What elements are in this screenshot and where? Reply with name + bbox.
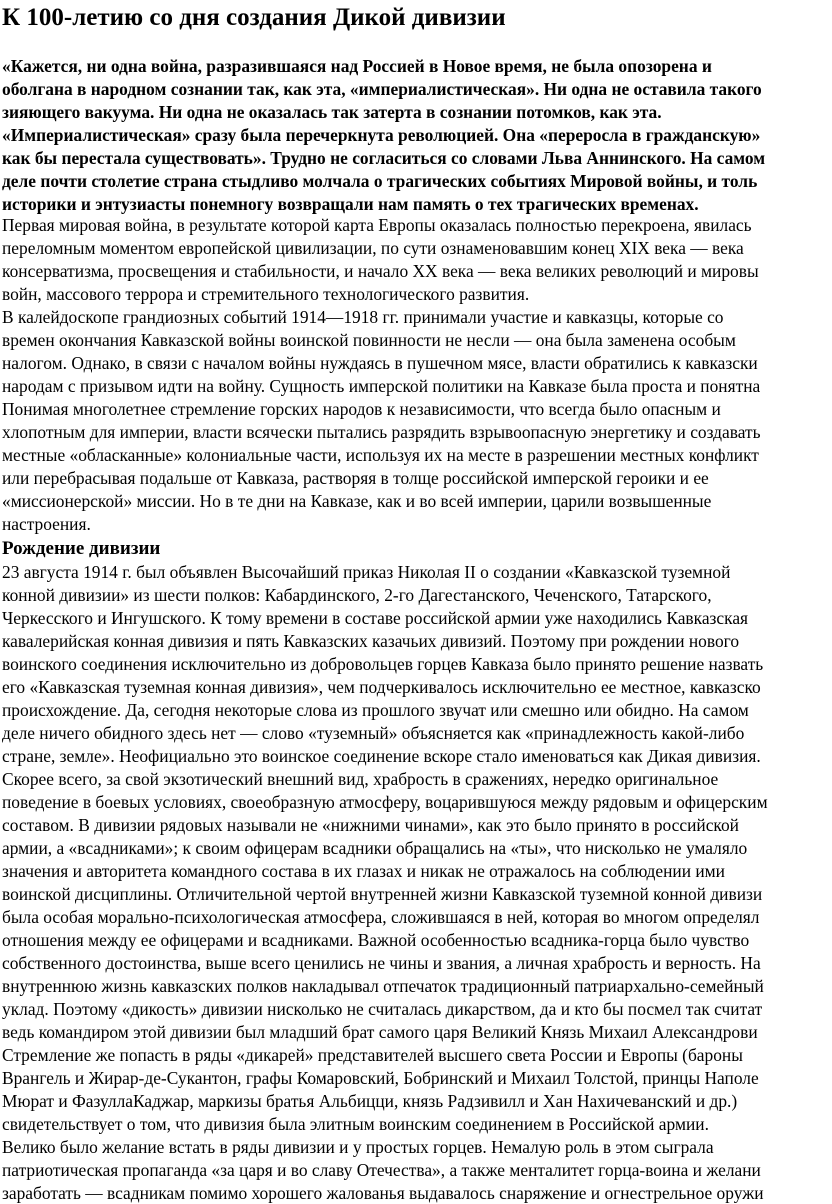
body-line: или перебрасывая подальше от Кавказа, растворяя в толще российской имперской героики и ее xyxy=(2,468,709,488)
body-line: Врангель и Жирар-де-Сукантон, графы Комаровский, Бобринский и Михаил Толстой, принцы Наполе xyxy=(2,1068,759,1088)
body-line: свидетельствует о том, что дивизия была элитным воинским соединением в Российской армии. xyxy=(2,1114,709,1134)
intro-line: историки и энтузиасты понемногу возвращали нам память о тех трагических временах. xyxy=(2,194,699,214)
body-line: переломным моментом европейской цивилизации, по сути ознаменовавшим конец XIX века — века xyxy=(2,238,744,258)
body-line: Мюрат и ФазуллаКаджар, маркизы братья Альбицци, князь Радзивилл и Хан Нахичеванский и др.) xyxy=(2,1091,738,1111)
body-line: местные «обласканные» колониальные части, используя их на месте в разрешении местных конфликт xyxy=(2,445,759,465)
intro-line: деле почти столетие страна стыдливо молчала о трагических событиях Мировой войны, и толь xyxy=(2,171,758,191)
body-line: отношения между ее офицерами и всадниками. Важной особенностью всадника-горца было чувство xyxy=(2,930,750,950)
section-heading: Рождение дивизии xyxy=(2,538,161,559)
body-line: Велико было желание встать в ряды дивизии и у простых горцев. Немалую роль в этом сыграла xyxy=(2,1137,714,1157)
body-line: деле ничего обидного здесь нет — слово «туземный» объясняется как «принадлежность какой-либо xyxy=(2,723,745,743)
body-line: значения и авторитета командного состава в их глазах и никак не отражалось на соблюдении ими xyxy=(2,861,725,881)
body-line: происхождение. Да, сегодня некоторые слова из прошлого звучат или смешно или обидно. На самом xyxy=(2,700,749,720)
body-line: Стремление же попасть в ряды «дикарей» представителей высшего света России и Европы (бароны xyxy=(2,1045,743,1065)
document-title: К 100-летию со дня создания Дикой дивизии xyxy=(2,4,506,31)
body-line: поведение в боевых условиях, своеобразную атмосферу, воцарившуюся между рядовым и офицерским xyxy=(2,792,768,812)
body-line: Скорее всего, за свой экзотический внешний вид, храбрость в сражениях, нередко оригинальное xyxy=(2,769,719,789)
body-line: воинского соединения исключительно из добровольцев горцев Кавказа было принято решение назвать xyxy=(2,654,764,674)
body-line: ведь командиром этой дивизии был младший брат самого царя Великий Князь Михаил Александрови xyxy=(2,1022,758,1042)
body-line: конной дивизии» из шести полков: Кабардинского, 2-го Дагестанского, Чеченского, Татарского, xyxy=(2,585,712,605)
body-line: была особая морально-психологическая атмосфера, сложившаяся в ней, которая во многом определял xyxy=(2,907,760,927)
intro-line: зияющего вакуума. Ни одна не оказалась так затерта в сознании потомков, как эта. xyxy=(2,102,662,122)
body-line: настроения. xyxy=(2,514,91,534)
body-line: народам с призывом идти на войну. Сущность имперской политики на Кавказе была проста и понятна xyxy=(2,376,761,396)
intro-line: оболгана в народном сознании так, как эта, «империалистическая». Ни одна не оставила такого xyxy=(2,79,762,99)
body-line: патриотическая пропаганда «за царя и во славу Отечества», а также менталитет горца-воина и желани xyxy=(2,1160,761,1180)
body-line: кавалерийская конная дивизия и пять Кавказских казачьих дивизий. Поэтому при рождении нового xyxy=(2,631,740,651)
body-line: собственного достоинства, выше всего ценились не чины и звания, а личная храбрость и верность. На xyxy=(2,953,761,973)
intro-line: «Кажется, ни одна война, разразившаяся над Россией в Новое время, не была опозорена и xyxy=(2,56,712,76)
body-line: заработать — всадникам помимо хорошего жалованья выдавалось снаряжение и огнестрельное оружи xyxy=(2,1183,764,1203)
body-line: «миссионерской» миссии. Но в те дни на Кавказе, как и во всей империи, царили возвышенные xyxy=(2,491,712,511)
body-line: уклад. Поэтому «дикость» дивизии нисколько не считалась дикарством, да и кто бы посмел так считат xyxy=(2,999,763,1019)
body-line: его «Кавказская туземная конная дивизия», чем подчеркивалось исключительно ее местное, кавказско xyxy=(2,677,761,697)
body-line: армии, а «всадниками»; к своим офицерам всадники обращались на «ты», что нисколько не умаляло xyxy=(2,838,748,858)
body-line: стране, земле». Неофициально это воинское соединение вскоре стало именоваться как Дикая дивизия. xyxy=(2,746,761,766)
body-line: 23 августа 1914 г. был объявлен Высочайший приказ Николая II о создании «Кавказской туземной xyxy=(2,562,731,582)
body-line: составом. В дивизии рядовых называли не «нижними чинами», как это было принято в российской xyxy=(2,815,739,835)
body-line: консерватизма, просвещения и стабильности, и начало XX века — века великих революций и мировы xyxy=(2,261,759,281)
body-line: воинской дисциплины. Отличительной чертой внутренней жизни Кавказской туземной конной дивизи xyxy=(2,884,763,904)
body-line: войн, массового террора и стремительного технологического развития. xyxy=(2,284,530,304)
body-line: хлопотным для империи, власти всячески пытались разрядить взрывоопасную энергетику и создавать xyxy=(2,422,761,442)
body-line: времен окончания Кавказской войны воинской повинности не несли — она была заменена особым xyxy=(2,330,736,350)
intro-line: как бы перестала существовать». Трудно не согласиться со словами Льва Аннинского. На самом xyxy=(2,148,766,168)
body-line: В калейдоскопе грандиозных событий 1914—1918 гг. принимали участие и кавказцы, которые со xyxy=(2,307,724,327)
body-line: Первая мировая война, в результате которой карта Европы оказалась полностью перекроена, явилась xyxy=(2,215,752,235)
body-line: Черкесского и Ингушского. К тому времени в составе российской армии уже находились Кавказская xyxy=(2,608,749,628)
intro-line: «Империалистическая» сразу была перечеркнута революцией. Она «переросла в гражданскую» xyxy=(2,125,761,145)
body-line: налогом. Однако, в связи с началом войны нуждаясь в пушечном мясе, власти обратились к кавказски xyxy=(2,353,758,373)
body-line: внутреннюю жизнь кавказских полков накладывал отпечаток традиционный патриархально-семейный xyxy=(2,976,764,996)
body-line: Понимая многолетнее стремление горских народов к независимости, что всегда было опасным и xyxy=(2,399,721,419)
